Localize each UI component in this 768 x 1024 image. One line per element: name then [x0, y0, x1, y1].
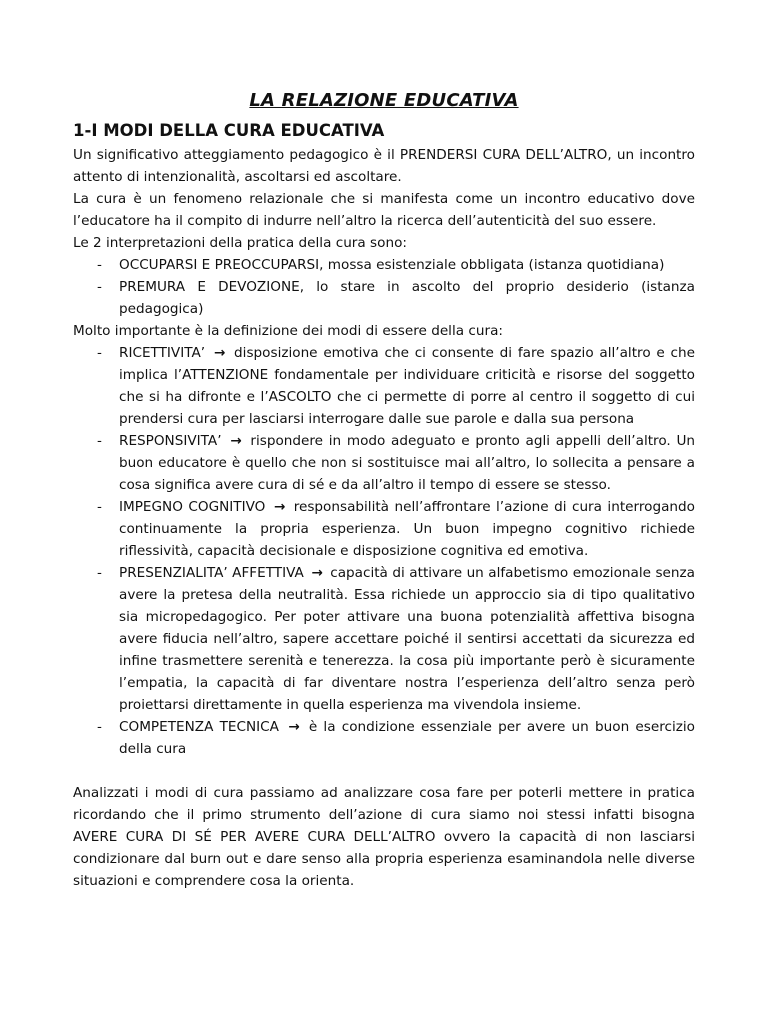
list-dash: -: [97, 565, 102, 581]
paragraph-spacer: [73, 760, 695, 782]
list-item: [73, 430, 695, 496]
list-item: [73, 254, 695, 276]
mode-label: IMPEGNO COGNITIVO: [119, 499, 266, 515]
list-dash: -: [97, 719, 102, 735]
list-dash: -: [97, 345, 102, 361]
list-item-text: PREMURA E DEVOZIONE, lo stare in ascolto del proprio desiderio (istanza pedagogica): [119, 279, 695, 317]
arrow-right-icon: →: [213, 345, 226, 361]
arrow-right-icon: →: [288, 719, 300, 735]
mode-label: RESPONSIVITA’: [119, 433, 222, 449]
paragraph-conclusion: Analizzati i modi di cura passiamo ad analizzare cosa fare per poterli mettere in pratica ricordando che il primo strumento dell’azione di cura siamo noi stessi infatti bisogna AVERE CURA DI SÉ PER AVERE CURA DELL’ALTRO ovvero la capacità di non lasciarsi condizionare dal burn out e dare senso alla propria esperienza esaminandola nelle diverse situazioni e comprendere cosa la orienta.: [73, 785, 695, 889]
mode-label: PRESENZIALITA’ AFFETTIVA: [119, 565, 304, 581]
paragraph-definition: La cura è un fenomeno relazionale che si manifesta come un incontro educativo dove l’educatore ha il compito di indurre nell’altro la ricerca dell’autenticità del suo essere.: [73, 191, 695, 229]
paragraph-modes-lead: Molto importante è la definizione dei modi di essere della cura:: [73, 323, 503, 339]
list-dash: -: [97, 279, 102, 295]
mode-text: disposizione emotiva che ci consente di fare spazio all’altro e che implica l’ATTENZIONE fondamentale per individuare criticità e risorse del soggetto che si ha difronte e l’ASCOLTO che ci permette di porre al centro il soggetto di cui prendersi cura per lasciarsi interrogare dalle sue parole e dalla sua persona: [119, 345, 696, 427]
list-item: [73, 562, 695, 716]
list-item: [73, 342, 695, 430]
list-dash: -: [97, 433, 102, 449]
list-item: [73, 496, 695, 562]
list-item: [73, 276, 695, 320]
list-dash: -: [97, 257, 102, 273]
document-title: LA RELAZIONE EDUCATIVA: [249, 90, 519, 111]
list-dash: -: [97, 499, 102, 515]
list-item: [73, 716, 695, 760]
document-page: [73, 90, 695, 892]
mode-text: è la condizione essenziale per avere un buon esercizio della cura: [119, 719, 695, 757]
section-title: 1-I MODI DELLA CURA EDUCATIVA: [73, 121, 385, 140]
mode-label: COMPETENZA TECNICA: [119, 719, 279, 735]
modes-list: [73, 342, 695, 760]
arrow-right-icon: →: [230, 433, 242, 449]
mode-text: capacità di attivare un alfabetismo emozionale senza avere la pretesa della neutralità. Essa richiede un approccio sia di tipo qualitativo sia micropedagogico. Per poter attivare una buona potenzialità affettiva bisogna avere fiducia nell’altro, sapere accettare poiché il sentirsi accettati da sicurezza ed infine trasmettere serenità e tenerezza. la cosa più importante però è sicuramente l’empatia, la capacità di far diventare nostra l’esperienza dell’altro senza però proiettarsi direttamente in quella esperienza ma vivendola insieme.: [119, 565, 695, 713]
arrow-right-icon: →: [311, 565, 323, 581]
mode-label: RICETTIVITA’: [119, 345, 206, 361]
paragraph-interpretations-lead: Le 2 interpretazioni della pratica della cura sono:: [73, 235, 407, 251]
interpretations-list: [73, 254, 695, 320]
mode-text: responsabilità nell’affrontare l’azione di cura interrogando continuamente la propria esperienza. Un buon impegno cognitivo richiede riflessività, capacità decisionale e disposizione cognitiva ed emotiva.: [119, 499, 695, 559]
arrow-right-icon: →: [273, 499, 286, 515]
mode-text: rispondere in modo adeguato e pronto agli appelli dell’altro. Un buon educatore è quello che non si sostituisce mai all’altro, lo sollecita a pensare a cosa significa avere cura di sé e da all’altro il tempo di essere se stesso.: [119, 433, 696, 493]
paragraph-intro: Un significativo atteggiamento pedagogico è il PRENDERSI CURA DELL’ALTRO, un incontro attento di intenzionalità, ascoltarsi ed ascoltare.: [73, 147, 695, 185]
list-item-text: OCCUPARSI E PREOCCUPARSI, mossa esistenziale obbligata (istanza quotidiana): [119, 257, 665, 273]
